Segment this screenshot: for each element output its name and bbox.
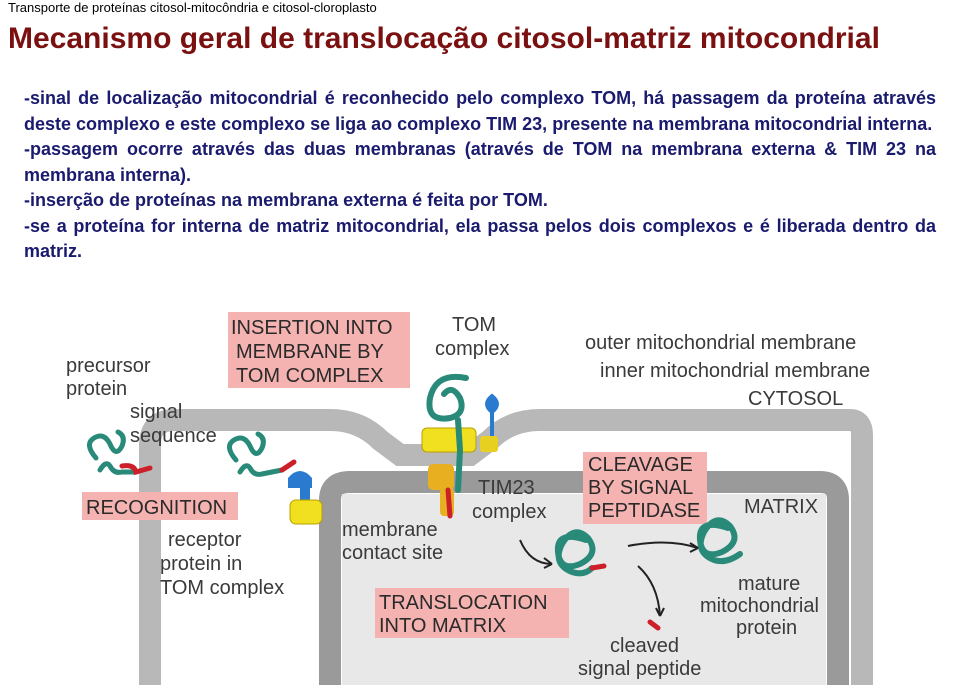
receptor-label: receptor bbox=[168, 529, 242, 551]
tim23-label: TIM23 bbox=[478, 477, 535, 499]
tom-complex-label: TOM bbox=[452, 314, 497, 336]
cleavage-box-line: CLEAVAGE bbox=[588, 454, 693, 476]
bullet-item: -se a proteína for interna de matriz mitocondrial, ela passa pelos dois complexos e é liberada dentro da matriz. bbox=[24, 215, 936, 261]
tim23-label: complex bbox=[472, 501, 547, 523]
signal-sequence-label: sequence bbox=[130, 425, 217, 447]
tom-complex-label: complex bbox=[435, 338, 510, 360]
bullet-item: -sinal de localização mitocondrial é reconhecido pelo complexo TOM, há passagem da proteína através deste complexo e este complexo se liga ao complexo TIM 23, presente na membrana mitocondrial interna. bbox=[24, 88, 936, 134]
breadcrumb: Transporte de proteínas citosol-mitocôndria e citosol-cloroplasto bbox=[8, 0, 377, 15]
precursor-protein-icon bbox=[229, 434, 294, 474]
cleavage-box-line: PEPTIDASE bbox=[588, 500, 701, 522]
inner-membrane-label: inner mitochondrial membrane bbox=[600, 360, 871, 382]
signal-sequence-label: signal bbox=[130, 401, 183, 423]
cleavage-box bbox=[583, 452, 707, 524]
cleaved-peptide-label: signal peptide bbox=[578, 658, 702, 680]
precursor-label: protein bbox=[66, 378, 128, 400]
recognition-box bbox=[82, 492, 238, 520]
insertion-box bbox=[228, 312, 410, 388]
recognition-box-line: RECOGNITION bbox=[86, 497, 228, 519]
translocation-box bbox=[375, 588, 569, 638]
precursor-label: precursor bbox=[66, 355, 151, 377]
receptor-label: TOM complex bbox=[160, 577, 285, 599]
mature-protein-label: mature bbox=[738, 573, 801, 595]
cleavage-box-line: BY SIGNAL bbox=[588, 477, 694, 499]
insertion-box-line: INSERTION INTO bbox=[231, 317, 393, 339]
translocation-box-line: INTO MATRIX bbox=[379, 615, 507, 637]
matrix-label: MATRIX bbox=[744, 496, 819, 518]
insertion-box-line: MEMBRANE BY bbox=[236, 341, 384, 363]
receptor-icon bbox=[288, 471, 322, 524]
translocation-box-line: TRANSLOCATION bbox=[379, 592, 548, 614]
contact-site-label: membrane bbox=[342, 519, 438, 541]
receptor-label: protein in bbox=[160, 553, 243, 575]
cleaved-peptide-label: cleaved bbox=[610, 635, 679, 657]
insertion-box-line: TOM COMPLEX bbox=[236, 365, 384, 387]
mature-protein-label: protein bbox=[736, 617, 798, 639]
bullet-item: -passagem ocorre através das duas membranas (através de TOM na membrana externa & TIM 23 na membrana interna). bbox=[24, 139, 936, 185]
cytosol-label: CYTOSOL bbox=[748, 388, 844, 410]
outer-membrane-label: outer mitochondrial membrane bbox=[585, 332, 857, 354]
mature-protein-label: mitochondrial bbox=[700, 595, 819, 617]
page-title: Mecanismo geral de translocação citosol-matriz mitocondrial bbox=[8, 22, 880, 55]
bullet-item: -inserção de proteínas na membrana externa é feita por TOM. bbox=[24, 190, 548, 210]
contact-site-label: contact site bbox=[342, 542, 444, 564]
